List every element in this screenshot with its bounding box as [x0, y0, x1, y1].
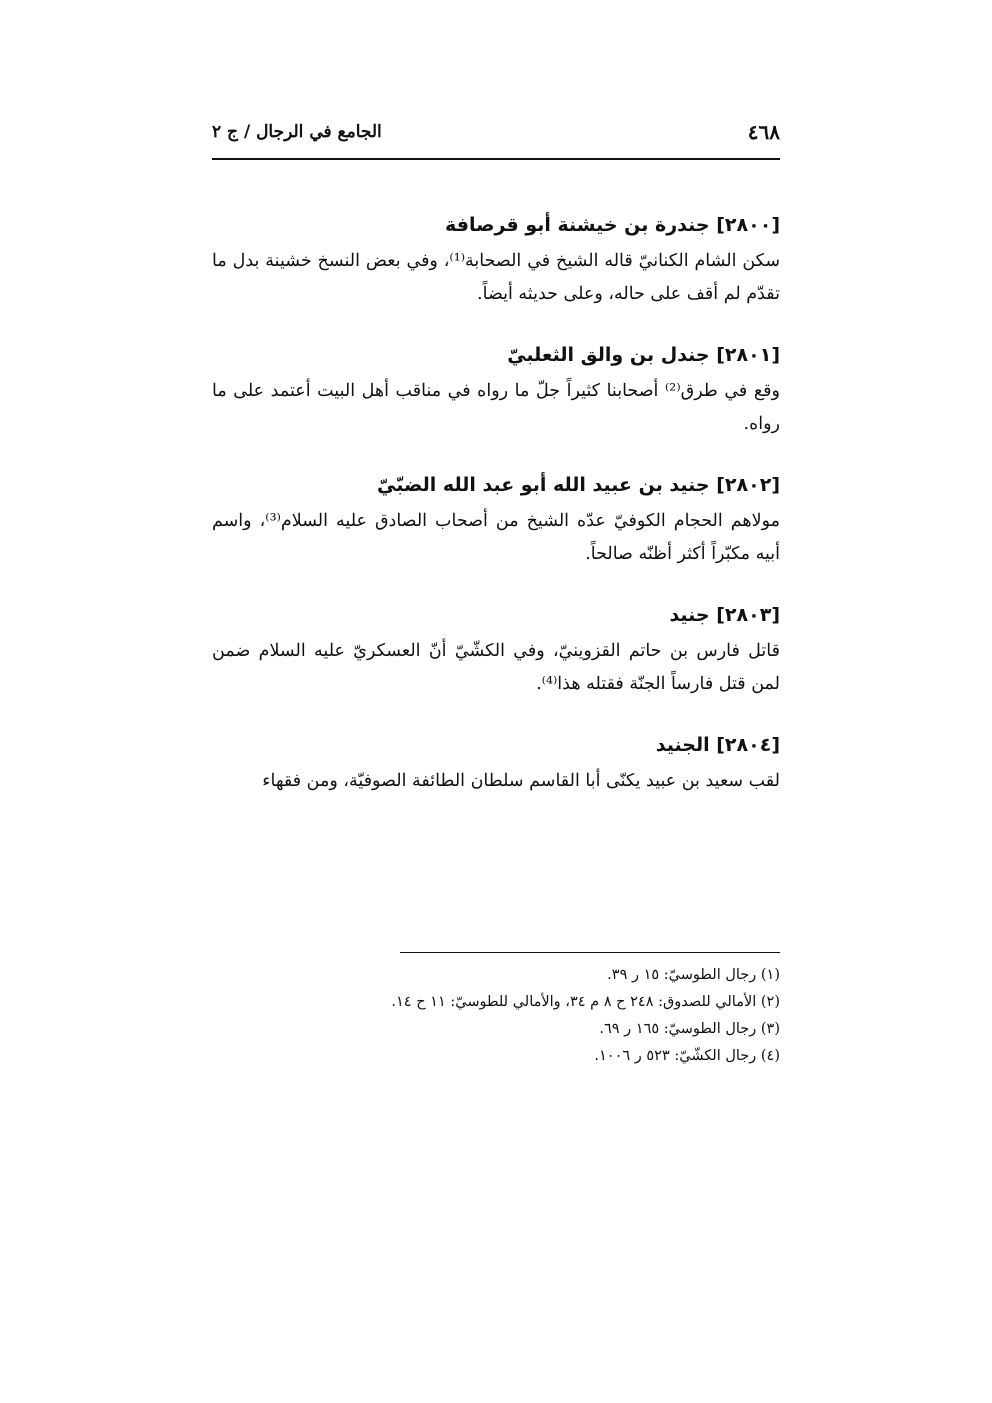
book-title: الجامع في الرجال / ج ٢	[212, 122, 382, 142]
entries-list	[212, 205, 780, 798]
entry-body: سكن الشام الكنانيّ قاله الشيخ في الصحابة⁽¹⁾، وفي بعض النسخ خشينة بدل ما تقدّم لم أقف على حاله، وعلى حديثه أيضاً.	[212, 251, 780, 304]
entry	[212, 335, 780, 441]
footnote: (٣) رجال الطوسيّ: ١٦٥ ر ٦٩.	[599, 1021, 780, 1037]
entry	[212, 205, 780, 311]
entry-title: [٢٨٠٣] جنيد	[669, 604, 780, 626]
entry-body: مولاهم الحجام الكوفيّ عدّه الشيخ من أصحاب الصادق عليه السلام⁽³⁾، واسم أبيه مكبّراً أكثر أظنّه صالحاً.	[212, 511, 780, 564]
footnote: (١) رجال الطوسيّ: ١٥ ر ٣٩.	[607, 967, 780, 983]
running-header	[212, 118, 780, 160]
entry	[212, 725, 780, 798]
footnote: (٤) رجال الكشّيّ: ٥٢٣ ر ١٠٠٦.	[594, 1048, 780, 1064]
book-page	[212, 0, 780, 1403]
footnote: (٢) الأمالي للصدوق: ٢٤٨ ح ٨ م ٣٤، والأمالي للطوسيّ: ١١ ح ١٤.	[391, 994, 780, 1010]
entry-title: [٢٨٠٠] جندرة بن خيشنة أبو قرصافة	[445, 214, 780, 236]
entry	[212, 465, 780, 571]
footnotes	[212, 962, 780, 1070]
page-number: ٤٦٨	[747, 120, 780, 144]
entry-title: [٢٨٠١] جندل بن والق الثعلبيّ	[507, 344, 780, 366]
entry	[212, 595, 780, 701]
footnote-divider	[400, 952, 780, 953]
entry-body: قاتل فارس بن حاتم القزوينيّ، وفي الكشّيّ أنّ العسكريّ عليه السلام ضمن لمن قتل فارساً الجنّة فقتله هذا⁽⁴⁾.	[212, 641, 780, 694]
entry-body: وقع في طرق⁽²⁾ أصحابنا كثيراً جلّ ما رواه في مناقب أهل البيت أعتمد على ما رواه.	[212, 381, 780, 434]
entry-body: لقب سعيد بن عبيد يكنّى أبا القاسم سلطان الطائفة الصوفيّة، ومن فقهاء	[262, 771, 780, 791]
entry-title: [٢٨٠٤] الجنيد	[655, 734, 780, 756]
entry-title: [٢٨٠٢] جنيد بن عبيد الله أبو عبد الله الضبّيّ	[376, 474, 780, 496]
